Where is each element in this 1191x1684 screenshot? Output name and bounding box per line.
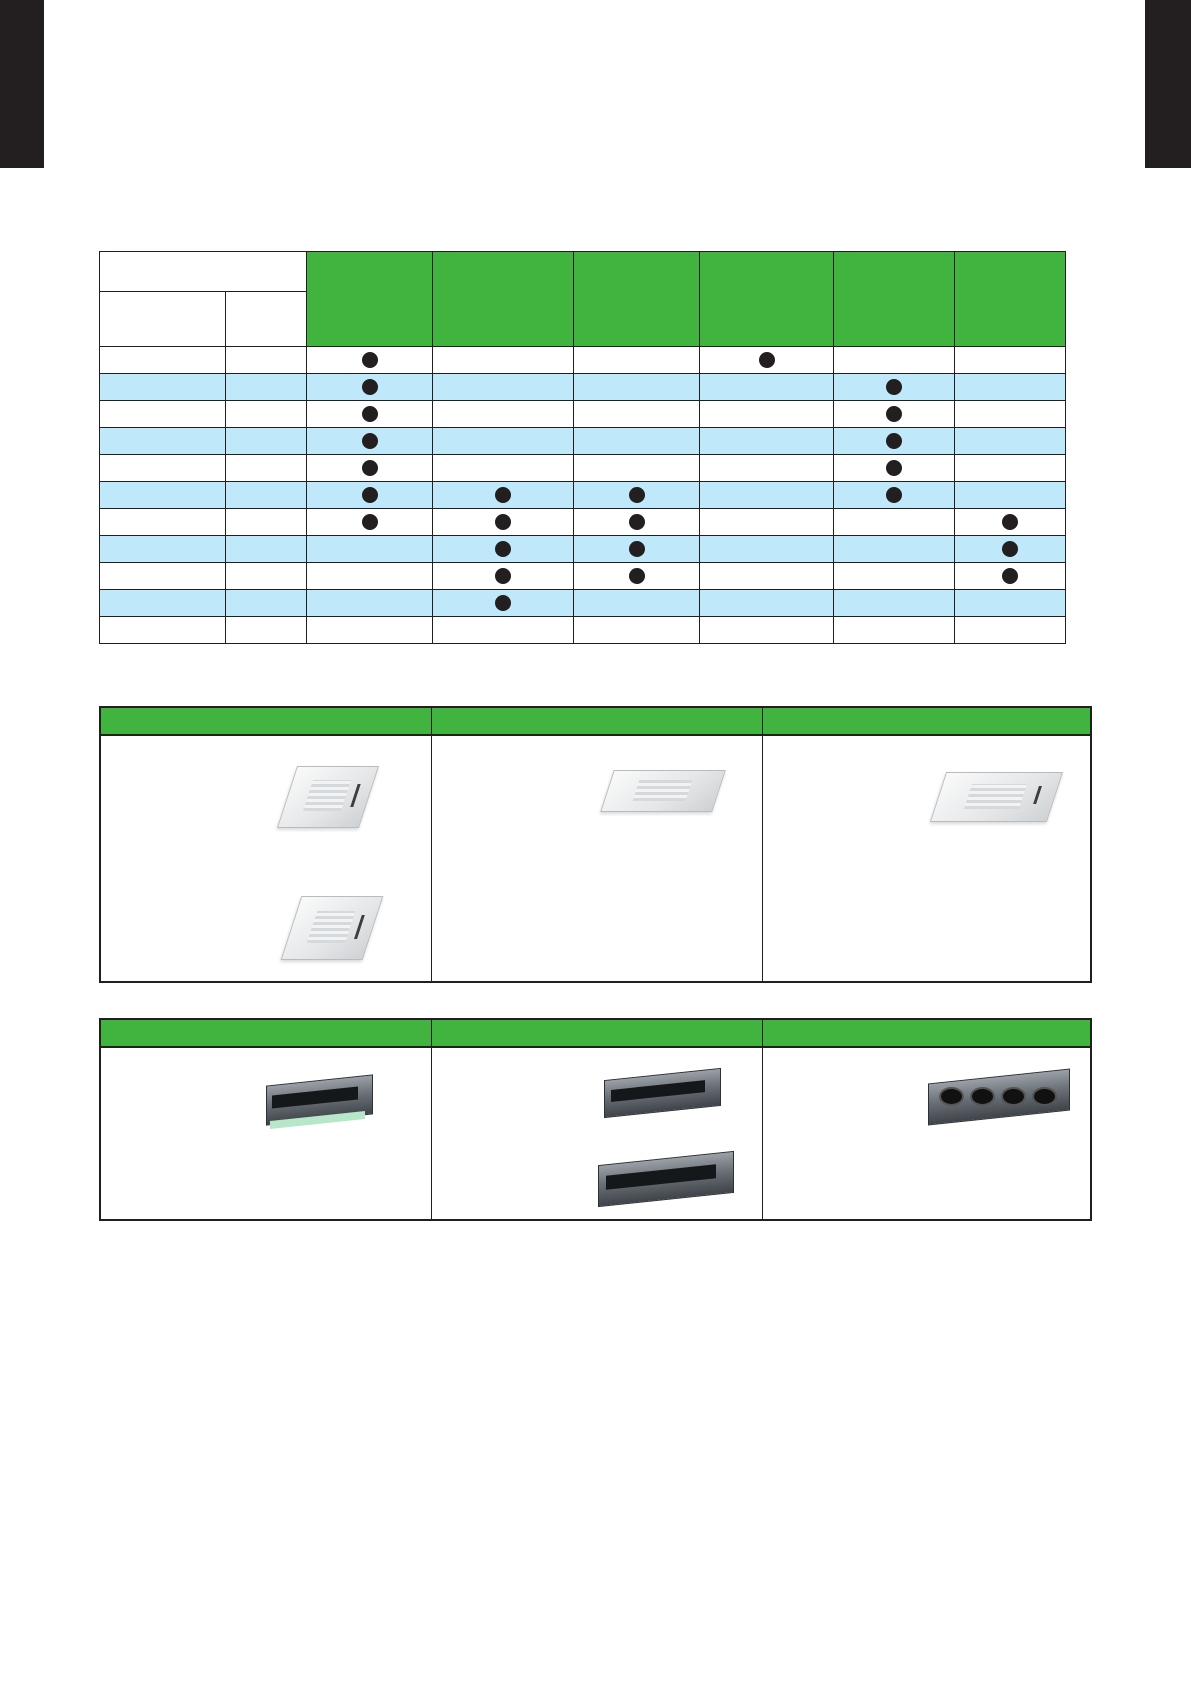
matrix-cell-col-1 (307, 455, 433, 482)
capacity-cell (226, 509, 307, 536)
matrix-corner-header (100, 252, 307, 292)
matrix-row (100, 482, 1066, 509)
column-header-2 (433, 252, 574, 347)
compatibility-dot-icon (362, 352, 378, 368)
matrix-row (100, 374, 1066, 401)
compatibility-dot-icon (886, 487, 902, 503)
duct-products-panel (99, 1018, 1092, 1221)
model-cell (100, 347, 226, 374)
row-header-capacity (226, 292, 307, 347)
duct-column-1-header (101, 1020, 431, 1048)
matrix-cell-col-4 (700, 347, 834, 374)
capacity-cell (226, 563, 307, 590)
cassette-unit-image (287, 766, 367, 826)
capacity-cell (226, 455, 307, 482)
column-header-4 (700, 252, 834, 347)
matrix-cell-col-2 (433, 590, 574, 617)
matrix-cell-col-3 (574, 590, 700, 617)
matrix-cell-col-1 (307, 401, 433, 428)
compatibility-dot-icon (495, 514, 511, 530)
slim-duct-unit-alt-image (598, 1158, 732, 1198)
compatibility-dot-icon (1002, 514, 1018, 530)
compatibility-dot-icon (362, 406, 378, 422)
compatibility-dot-icon (495, 595, 511, 611)
matrix-cell-col-2 (433, 374, 574, 401)
matrix-cell-col-3 (574, 536, 700, 563)
model-cell (100, 482, 226, 509)
matrix-cell-col-4 (700, 428, 834, 455)
matrix-cell-col-1 (307, 563, 433, 590)
compatibility-dot-icon (495, 541, 511, 557)
duct-column-3 (763, 1020, 1090, 1219)
model-cell (100, 590, 226, 617)
model-cell (100, 617, 226, 644)
capacity-cell (226, 347, 307, 374)
matrix-cell-col-6 (955, 428, 1066, 455)
compatibility-dot-icon (1002, 568, 1018, 584)
matrix-cell-col-2 (433, 482, 574, 509)
matrix-cell-col-6 (955, 563, 1066, 590)
matrix-cell-col-3 (574, 509, 700, 536)
matrix-cell-col-5 (834, 455, 955, 482)
matrix-cell-col-1 (307, 428, 433, 455)
matrix-cell-col-6 (955, 374, 1066, 401)
column-header-5 (834, 252, 955, 347)
compatibility-dot-icon (629, 487, 645, 503)
duct-column-3-header (763, 1020, 1090, 1048)
matrix-cell-col-4 (700, 590, 834, 617)
row-header-model (100, 292, 226, 347)
compatibility-dot-icon (629, 514, 645, 530)
matrix-cell-col-5 (834, 509, 955, 536)
matrix-cell-col-1 (307, 374, 433, 401)
compatibility-dot-icon (759, 352, 775, 368)
cassette-column-3 (763, 708, 1090, 981)
matrix-cell-col-4 (700, 401, 834, 428)
cassette-column-2-header (432, 708, 762, 736)
model-cell (100, 374, 226, 401)
matrix-row (100, 401, 1066, 428)
matrix-cell-col-6 (955, 401, 1066, 428)
column-header-3 (574, 252, 700, 347)
column-header-1 (307, 252, 433, 347)
cassette-unit-alt-image (291, 896, 371, 958)
matrix-cell-col-5 (834, 401, 955, 428)
cassette-column-3-header (763, 708, 1090, 736)
matrix-cell-col-5 (834, 347, 955, 374)
compatibility-dot-icon (362, 487, 378, 503)
matrix-cell-col-6 (955, 536, 1066, 563)
matrix-cell-col-2 (433, 509, 574, 536)
model-cell (100, 509, 226, 536)
matrix-row (100, 428, 1066, 455)
matrix-cell-col-1 (307, 347, 433, 374)
matrix-row (100, 536, 1066, 563)
matrix-cell-col-2 (433, 401, 574, 428)
matrix-cell-col-4 (700, 536, 834, 563)
matrix-cell-col-6 (955, 590, 1066, 617)
matrix-cell-col-4 (700, 482, 834, 509)
matrix-cell-col-1 (307, 509, 433, 536)
compatibility-dot-icon (629, 541, 645, 557)
matrix-cell-col-4 (700, 374, 834, 401)
compatibility-dot-icon (362, 433, 378, 449)
model-cell (100, 455, 226, 482)
matrix-cell-col-4 (700, 617, 834, 644)
duct-column-2 (432, 1020, 763, 1219)
cassette-column-2 (432, 708, 763, 981)
model-cell (100, 563, 226, 590)
matrix-row (100, 455, 1066, 482)
duct-column-1 (101, 1020, 432, 1219)
matrix-cell-col-6 (955, 617, 1066, 644)
compatibility-dot-icon (629, 568, 645, 584)
matrix-cell-col-5 (834, 482, 955, 509)
cassette-column-1-header (101, 708, 431, 736)
compatibility-matrix (99, 251, 1066, 644)
matrix-cell-col-5 (834, 563, 955, 590)
duct-column-2-header (432, 1020, 762, 1048)
large-cassette-unit-image (938, 772, 1053, 820)
matrix-cell-col-1 (307, 617, 433, 644)
matrix-cell-col-2 (433, 563, 574, 590)
compatibility-dot-icon (495, 568, 511, 584)
right-page-tab (1145, 0, 1191, 168)
matrix-cell-col-3 (574, 455, 700, 482)
capacity-cell (226, 401, 307, 428)
compatibility-dot-icon (886, 379, 902, 395)
matrix-cell-col-4 (700, 455, 834, 482)
compatibility-dot-icon (362, 460, 378, 476)
cassette-column-1 (101, 708, 432, 981)
compatibility-dot-icon (362, 379, 378, 395)
matrix-cell-col-2 (433, 617, 574, 644)
matrix-row (100, 590, 1066, 617)
matrix-cell-col-3 (574, 347, 700, 374)
model-cell (100, 428, 226, 455)
matrix-cell-col-5 (834, 536, 955, 563)
cassette-products-panel (99, 706, 1092, 983)
capacity-cell (226, 428, 307, 455)
matrix-cell-col-3 (574, 428, 700, 455)
slim-duct-unit-image (604, 1074, 719, 1110)
model-cell (100, 536, 226, 563)
matrix-cell-col-3 (574, 374, 700, 401)
model-cell (100, 401, 226, 428)
matrix-cell-col-5 (834, 428, 955, 455)
matrix-row (100, 617, 1066, 644)
compatibility-dot-icon (495, 487, 511, 503)
matrix-cell-col-2 (433, 347, 574, 374)
compatibility-dot-icon (886, 460, 902, 476)
matrix-cell-col-3 (574, 482, 700, 509)
matrix-cell-col-6 (955, 347, 1066, 374)
matrix-cell-col-5 (834, 617, 955, 644)
compatibility-dot-icon (886, 433, 902, 449)
matrix-row (100, 563, 1066, 590)
matrix-cell-col-1 (307, 536, 433, 563)
capacity-cell (226, 374, 307, 401)
matrix-cell-col-4 (700, 563, 834, 590)
matrix-cell-col-6 (955, 482, 1066, 509)
matrix-cell-col-2 (433, 455, 574, 482)
matrix-cell-col-6 (955, 509, 1066, 536)
compact-cassette-unit-image (607, 770, 717, 810)
compatibility-dot-icon (886, 406, 902, 422)
matrix-cell-col-1 (307, 590, 433, 617)
matrix-cell-col-3 (574, 617, 700, 644)
column-header-6 (955, 252, 1066, 347)
matrix-row (100, 509, 1066, 536)
matrix-cell-col-2 (433, 428, 574, 455)
matrix-cell-col-3 (574, 401, 700, 428)
capacity-cell (226, 590, 307, 617)
matrix-cell-col-4 (700, 509, 834, 536)
capacity-cell (226, 482, 307, 509)
duct-unit-image (266, 1080, 371, 1118)
matrix-cell-col-5 (834, 374, 955, 401)
left-page-tab (0, 0, 44, 168)
high-static-duct-unit-image (928, 1076, 1068, 1116)
matrix-cell-col-3 (574, 563, 700, 590)
matrix-cell-col-5 (834, 590, 955, 617)
compatibility-dot-icon (1002, 541, 1018, 557)
compatibility-dot-icon (362, 514, 378, 530)
matrix-cell-col-2 (433, 536, 574, 563)
capacity-cell (226, 617, 307, 644)
matrix-cell-col-1 (307, 482, 433, 509)
capacity-cell (226, 536, 307, 563)
matrix-row (100, 347, 1066, 374)
matrix-cell-col-6 (955, 455, 1066, 482)
